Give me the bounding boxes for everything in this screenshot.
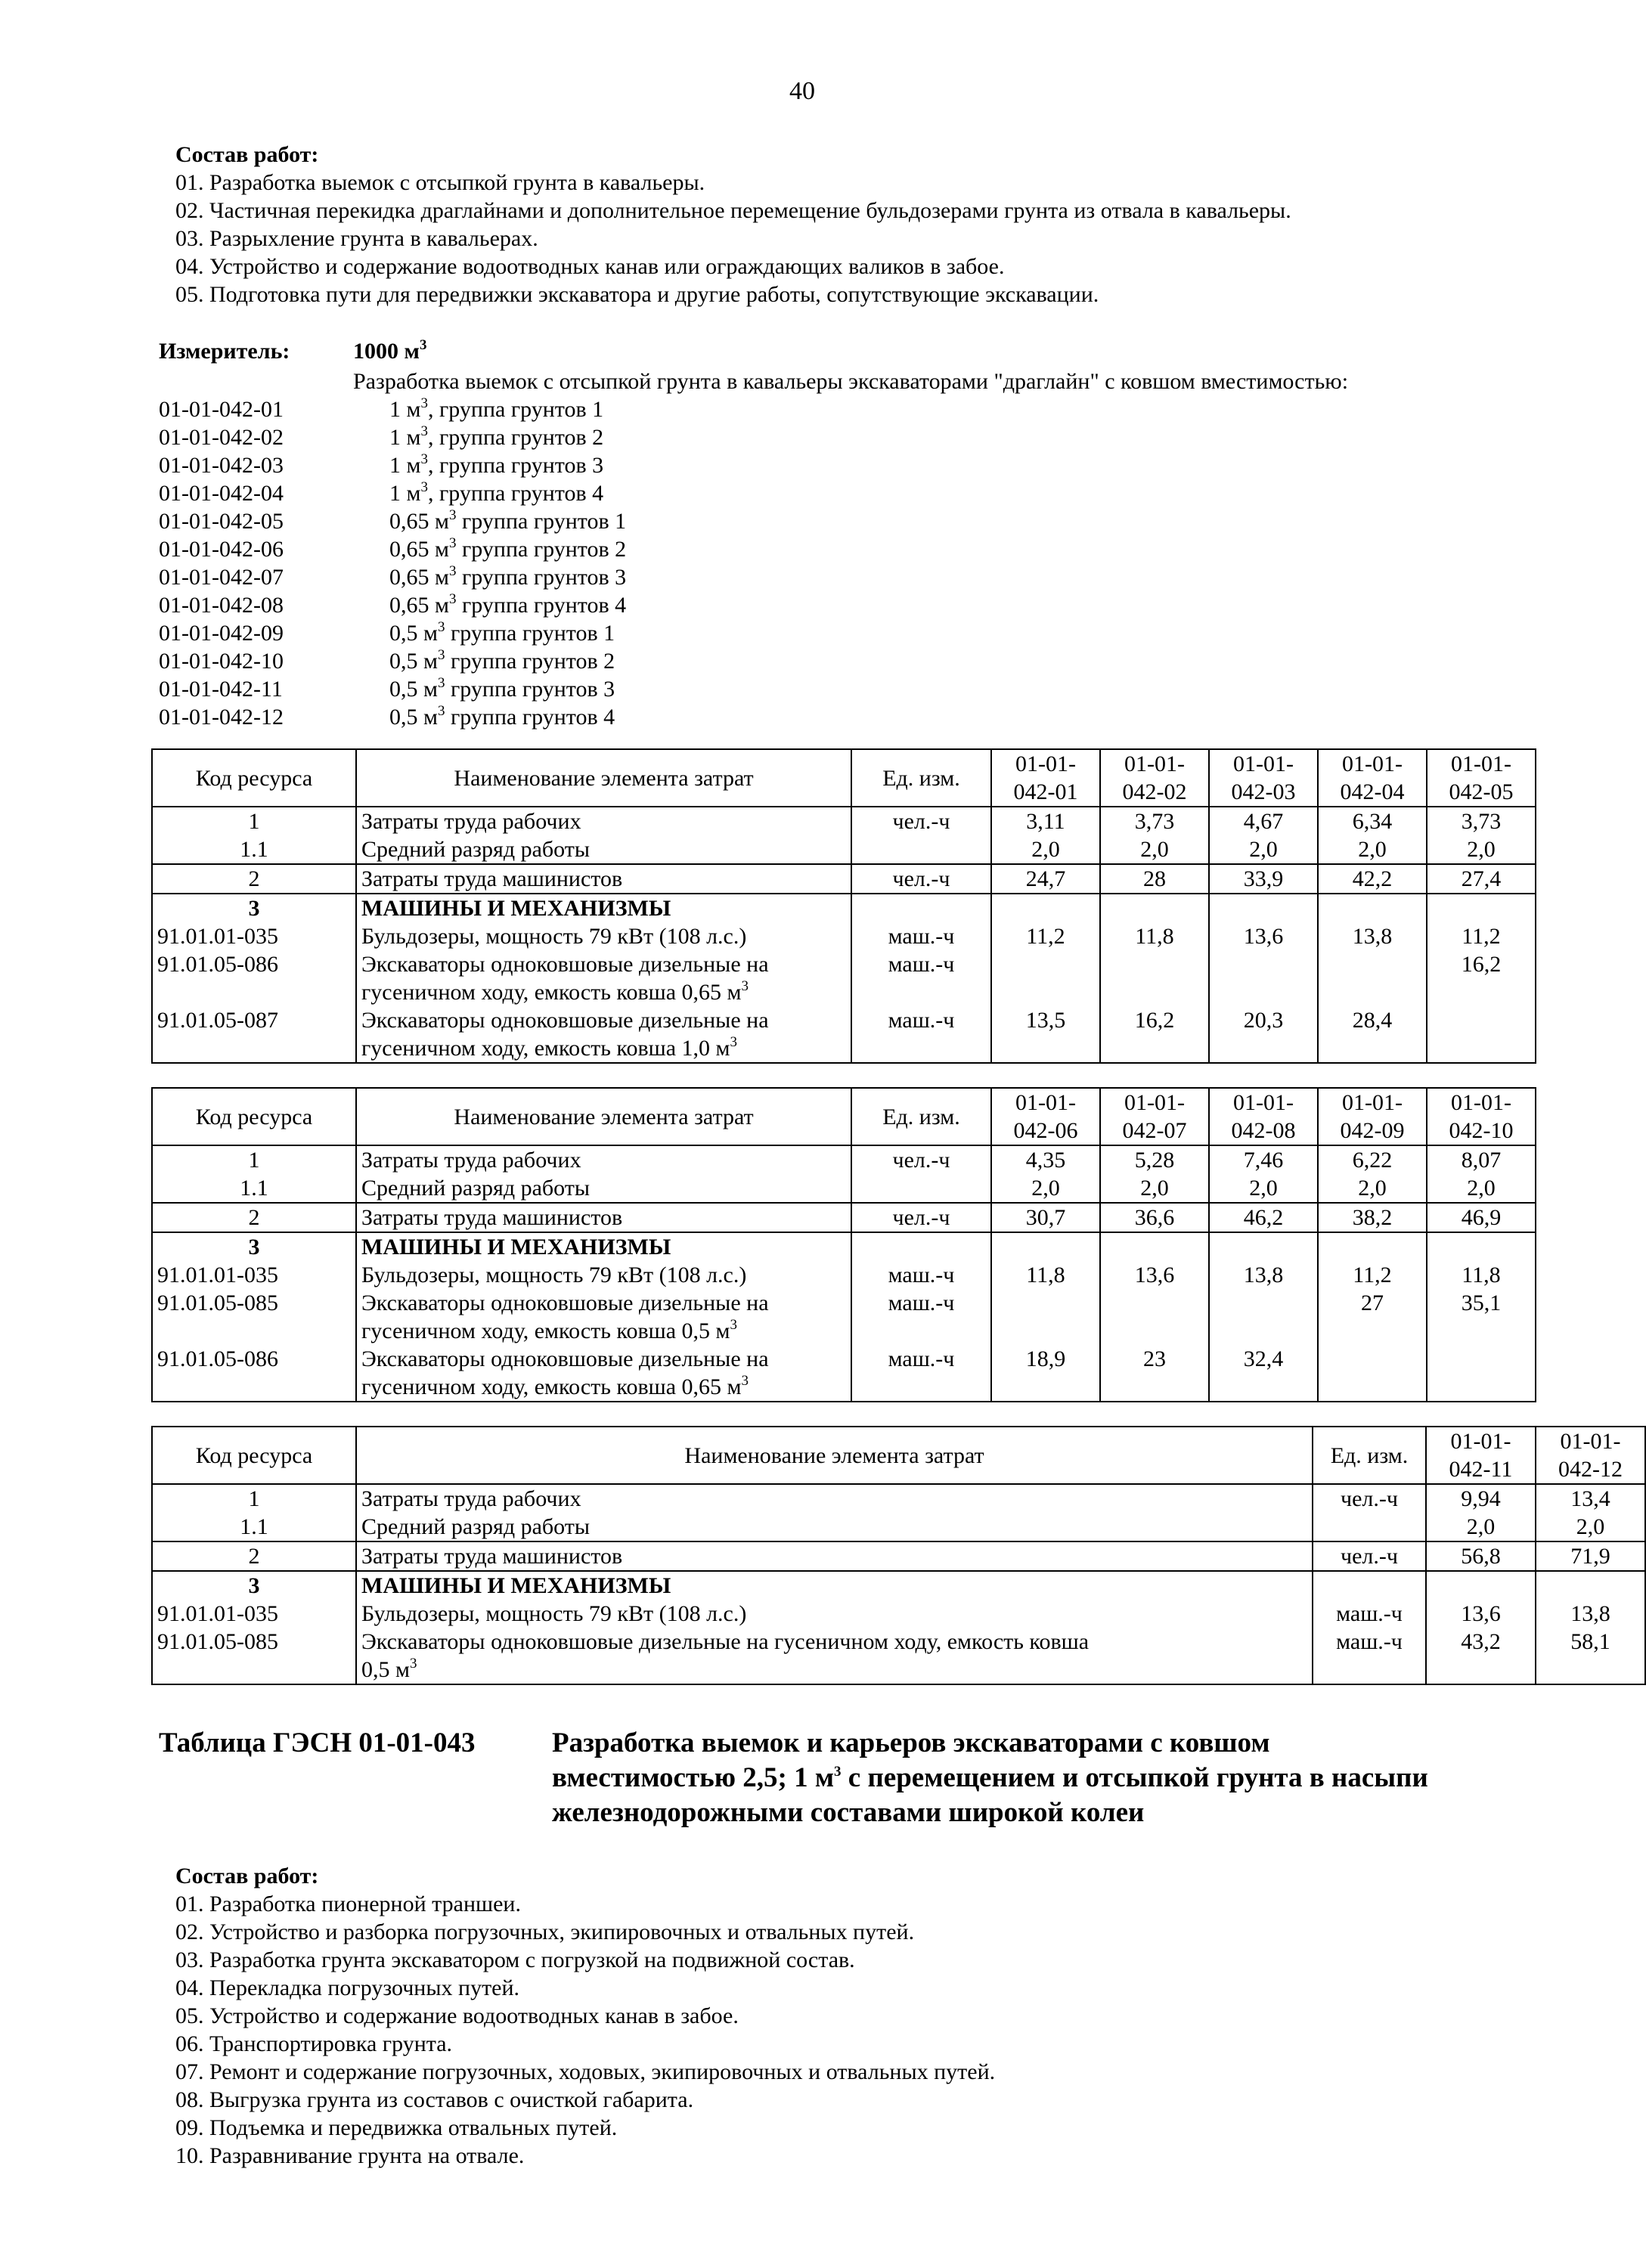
- table-row: 3 МАШИНЫ И МЕХАНИЗМЫ: [152, 1232, 1536, 1261]
- code-item: 01-01-042-01 1 $м^3$, группа грунтов 1: [159, 395, 604, 422]
- table-header: [152, 1427, 1645, 1484]
- code-item: 01-01-042-04 1 $м^3$, группа грунтов 4: [159, 479, 604, 506]
- work-item: 07. Ремонт и содержание погрузочных, ходовых, экипировочных и отвальных путей.: [175, 2059, 996, 2084]
- table-row: 1 Затраты труда рабочих чел.-ч 9,94 13,4: [152, 1484, 1645, 1513]
- code-item: 01-01-042-03 1 $м^3$, группа грунтов 3: [159, 451, 604, 478]
- header-col: 01-01- 042-10: [1427, 1088, 1536, 1145]
- table-row: 3 МАШИНЫ И МЕХАНИЗМЫ: [152, 894, 1536, 922]
- work-composition-heading: Состав работ:: [175, 1864, 319, 1888]
- header-unit: Ед. изм.: [1313, 1427, 1426, 1484]
- work-item: 05. Подготовка пути для передвижки экскаватора и другие работы, сопутствующие экскавации.: [175, 282, 1099, 307]
- header-col: 01-01- 042-06: [991, 1088, 1100, 1145]
- table-row: 1 Затраты труда рабочих чел.-ч 4,35 5,28 7,46 6,22 8,07: [152, 1145, 1536, 1174]
- measure-row: [159, 337, 426, 367]
- code-item: 01-01-042-02 1 $м^3$, группа грунтов 2: [159, 423, 604, 450]
- table-description: Разработка выемок и карьеров экскаваторами с ковшом вместимостью 2,5; 1 $м^3$ с перемещением и отсыпкой грунта в насыпи железнодорожными составами широкой колеи: [552, 1727, 1428, 1828]
- work-item: 01. Разработка выемок с отсыпкой грунта в кавальеры.: [175, 170, 705, 195]
- header-cost-element: Наименование элемента затрат: [356, 1088, 851, 1145]
- code-item: 01-01-042-05 0,65 $м^3$ группа грунтов 1: [159, 507, 627, 534]
- header-col: 01-01- 042-12: [1536, 1427, 1645, 1484]
- work-item: 05. Устройство и содержание водоотводных канав в забое.: [175, 2003, 739, 2028]
- header-col: 01-01- 042-07: [1100, 1088, 1209, 1145]
- table-row: 2 Затраты труда машинистов чел.-ч 56,8 71,9: [152, 1541, 1645, 1571]
- work-item: 10. Разравнивание грунта на отвале.: [175, 2143, 525, 2168]
- resource-table-3: [151, 1426, 1646, 1685]
- table-row: 1.1 Средний разряд работы 2,0 2,0 2,0 2,0 2,0: [152, 835, 1536, 864]
- measure-label: Измеритель:: [159, 339, 290, 364]
- table-row: 91.01.01-035 Бульдозеры, мощность 79 кВт (108 л.с.) маш.-ч 11,2 11,8 13,6 13,8 11,2: [152, 922, 1536, 950]
- table-row: 91.01.01-035 Бульдозеры, мощность 79 кВт (108 л.с.) маш.-ч 13,6 13,8: [152, 1600, 1645, 1628]
- work-item: 04. Перекладка погрузочных путей.: [175, 1975, 520, 2000]
- table-row: 2 Затраты труда машинистов чел.-ч 24,7 28 33,9 42,2 27,4: [152, 864, 1536, 894]
- table-row: 1.1 Средний разряд работы 2,0 2,0: [152, 1513, 1645, 1541]
- code-item: 01-01-042-12 0,5 $м^3$ группа грунтов 4: [159, 703, 615, 730]
- table-row: 1 Затраты труда рабочих чел.-ч 3,11 3,73 4,67 6,34 3,73: [152, 807, 1536, 835]
- work-item: 03. Разрыхление грунта в кавальерах.: [175, 226, 538, 251]
- work-composition-list: [175, 169, 1536, 308]
- header-col: 01-01- 042-11: [1426, 1427, 1536, 1484]
- work-item: 02. Частичная перекидка драглайнами и дополнительное перемещение бульдозерами грунта из отвала в кавальеры.: [175, 198, 1291, 223]
- table-title: Таблица ГЭСН 01-01-043: [159, 1727, 476, 1758]
- header-col: 01-01- 042-01: [991, 749, 1100, 807]
- header-resource-code: Код ресурса: [152, 749, 356, 807]
- table-row: 91.01.05-085 Экскаваторы одноковшовые дизельные на гусеничном ходу, емкость ковша 0,5 $м^3$ маш.-ч 43,2 58,1: [152, 1628, 1645, 1684]
- page-number: 40: [789, 77, 815, 105]
- table-row: 2 Затраты труда машинистов чел.-ч 30,7 36,6 46,2 38,2 46,9: [152, 1203, 1536, 1232]
- header-col: 01-01- 042-04: [1318, 749, 1427, 807]
- code-item: 01-01-042-08 0,65 $м^3$ группа грунтов 4: [159, 591, 627, 618]
- header-col: 01-01- 042-03: [1209, 749, 1318, 807]
- work-item: 03. Разработка грунта экскаватором с погрузкой на подвижной состав.: [175, 1947, 855, 1972]
- code-item: 01-01-042-09 0,5 $м^3$ группа грунтов 1: [159, 619, 615, 646]
- work-item: 09. Подъемка и передвижка отвальных путей.: [175, 2115, 618, 2140]
- code-item: 01-01-042-11 0,5 $м^3$ группа грунтов 3: [159, 675, 615, 702]
- table-row: 91.01.01-035 Бульдозеры, мощность 79 кВт (108 л.с.) маш.-ч 11,8 13,6 13,8 11,2 11,8: [152, 1261, 1536, 1289]
- work-composition-heading: Состав работ:: [175, 142, 319, 167]
- header-unit: Ед. изм.: [851, 749, 991, 807]
- resource-table-2: [151, 1087, 1536, 1402]
- table-header: [152, 1088, 1536, 1145]
- work-item: 01. Разработка пионерной траншеи.: [175, 1892, 521, 1916]
- header-cost-element: Наименование элемента затрат: [356, 1427, 1313, 1484]
- work-composition-list: [175, 1890, 1536, 2170]
- header-resource-code: Код ресурса: [152, 1427, 356, 1484]
- measure-value: 1000 $м^3$: [353, 337, 427, 364]
- table-row: 91.01.05-085 Экскаваторы одноковшовые дизельные на гусеничном ходу, емкость ковша 0,5 $м^3$ маш.-ч 27 35,1: [152, 1289, 1536, 1345]
- work-item: 06. Транспортировка грунта.: [175, 2031, 453, 2056]
- header-col: 01-01- 042-09: [1318, 1088, 1427, 1145]
- header-resource-code: Код ресурса: [152, 1088, 356, 1145]
- code-item: 01-01-042-06 0,65 $м^3$ группа грунтов 2: [159, 535, 627, 562]
- work-item: 04. Устройство и содержание водоотводных канав или ограждающих валиков в забое.: [175, 254, 1005, 279]
- header-cost-element: Наименование элемента затрат: [356, 749, 851, 807]
- table-row: 91.01.05-087 Экскаваторы одноковшовые дизельные на гусеничном ходу, емкость ковша 1,0 $м^3$ маш.-ч 13,5 16,2 20,3 28,4: [152, 1006, 1536, 1063]
- resource-table-1: [151, 748, 1536, 1064]
- table-row: 3 МАШИНЫ И МЕХАНИЗМЫ: [152, 1571, 1645, 1600]
- header-col: 01-01- 042-02: [1100, 749, 1209, 807]
- header-col: 01-01- 042-08: [1209, 1088, 1318, 1145]
- table-row: 91.01.05-086 Экскаваторы одноковшовые дизельные на гусеничном ходу, емкость ковша 0,65 $м^3$ маш.-ч 18,9 23 32,4: [152, 1345, 1536, 1402]
- code-list: [159, 395, 626, 731]
- work-item: 08. Выгрузка грунта из составов с очисткой габарита.: [175, 2087, 694, 2112]
- header-unit: Ед. изм.: [851, 1088, 991, 1145]
- header-col: 01-01- 042-05: [1427, 749, 1536, 807]
- table-header: [152, 749, 1536, 807]
- work-item: 02. Устройство и разборка погрузочных, экипировочных и отвальных путей.: [175, 1919, 915, 1944]
- code-item: 01-01-042-07 0,65 $м^3$ группа грунтов 3: [159, 563, 627, 590]
- code-item: 01-01-042-10 0,5 $м^3$ группа грунтов 2: [159, 647, 615, 674]
- measure-description: Разработка выемок с отсыпкой грунта в кавальеры экскаваторами "драглайн" с ковшом вместимостью:: [353, 369, 1349, 394]
- table-row: 91.01.05-086 Экскаваторы одноковшовые дизельные на гусеничном ходу, емкость ковша 0,65 $м^3$ маш.-ч 16,2: [152, 950, 1536, 1006]
- table-row: 1.1 Средний разряд работы 2,0 2,0 2,0 2,0 2,0: [152, 1174, 1536, 1203]
